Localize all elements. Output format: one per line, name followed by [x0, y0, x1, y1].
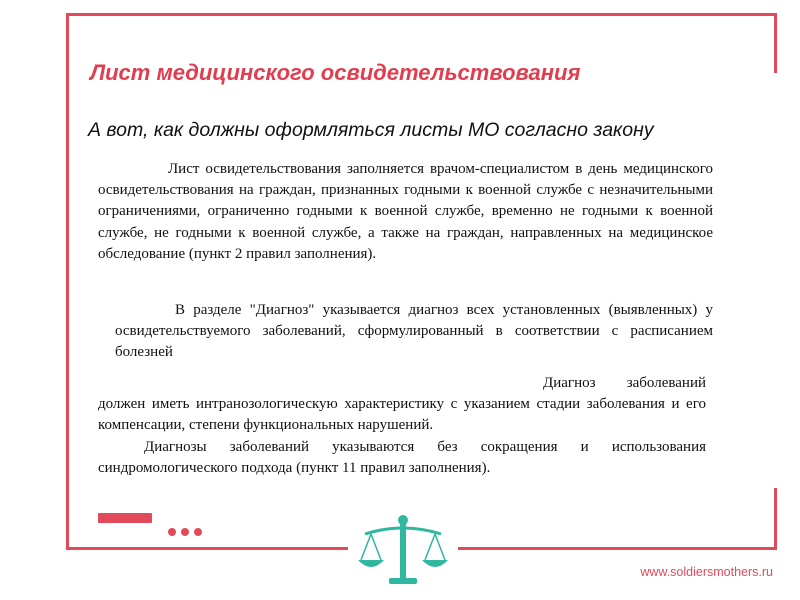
document-paragraph-2: В разделе "Диагноз" указывается диагноз всех установленных (выявленных) у освидетельствуемого заболеваний, сформулированный в соответствии с расписанием болезней: [115, 302, 713, 361]
document-paragraph-4: Диагнозы заболеваний указываются без сокращения и использования синдромологического подхода (пункт 11 правил заполнения).: [98, 439, 706, 477]
frame-bottom-border-right: [458, 547, 777, 550]
document-scan: [90, 153, 722, 483]
document-paragraph-3: Диагноз заболеваний должен иметь интранозологическую характеристику с указанием стадии заболевания и его компенсации, степени функциональных нарушений.: [98, 375, 706, 434]
slide-title: Лист медицинского освидетельствования: [90, 60, 581, 85]
frame-left-border: [66, 13, 69, 550]
document-paragraph-1: Лист освидетельствования заполняется врачом-специалистом в день медицинского освидетельствования на граждан, признанных годными к военной службе с незначительными ограничениями, ограниченно годными к военной службе, временно не годными к военной службе, не годными к военной службе, а также на граждан, направленных на медицинское обследование (пункт 2 правил заполнения).: [98, 161, 713, 262]
frame-top-border: [66, 13, 777, 16]
slide-subtitle: А вот, как должны оформляться листы МО согласно закону: [88, 119, 654, 141]
decorative-dots: [168, 523, 207, 541]
frame-right-border-top: [774, 13, 777, 73]
website-url[interactable]: www.soldiersmothers.ru: [640, 565, 773, 579]
scales-of-justice-icon: [355, 512, 451, 592]
decorative-dash: [98, 513, 152, 523]
frame-bottom-border-left: [66, 547, 348, 550]
frame-right-border-bottom: [774, 488, 777, 550]
